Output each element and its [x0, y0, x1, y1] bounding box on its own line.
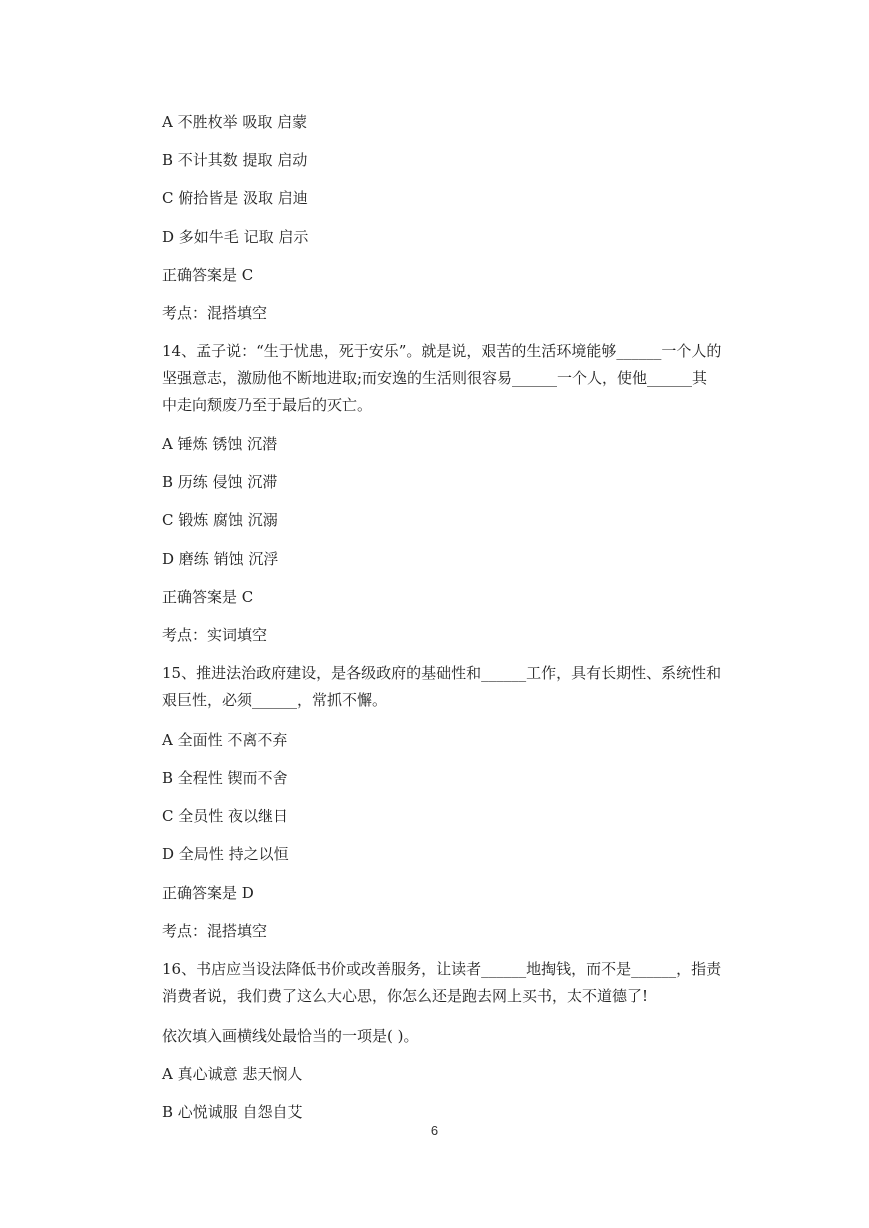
page-number: 6 [430, 1123, 439, 1138]
answer-q15: 正确答案是 D [162, 884, 254, 902]
option-c-q14: C 锻炼 腐蚀 沉溺 [162, 511, 278, 529]
topic-q14: 考点：实词填空 [162, 626, 268, 644]
option-c-q15: C 全员性 夜以继日 [162, 807, 289, 825]
question-15: 15、推进法治政府建设，是各级政府的基础性和______工作，具有长期性、系统性和艰巨性，必须______，常抓不懈。 [162, 664, 722, 709]
option-d-q14: D 磨练 销蚀 沉浮 [162, 550, 279, 568]
option-a-q13: A 不胜枚举 吸取 启蒙 [162, 113, 308, 131]
option-c-q13: C 俯拾皆是 汲取 启迪 [162, 189, 308, 207]
option-b-q16: B 心悦诚服 自怨自艾 [162, 1103, 303, 1121]
option-b-q14: B 历练 侵蚀 沉滞 [162, 473, 278, 491]
option-d-q15: D 全局性 持之以恒 [162, 845, 289, 863]
answer-q14: 正确答案是 C [162, 588, 254, 606]
question-14: 14、孟子说：“生于忧患，死于安乐”。就是说，艰苦的生活环境能够______一个人的坚强意志，激励他不断地进取;而安逸的生活则很容易______一个人，使他______其中走向颓废乃至于最后的灭亡。 [162, 342, 722, 414]
option-a-q16: A 真心诚意 悲天悯人 [162, 1065, 303, 1083]
topic-q13: 考点：混搭填空 [162, 304, 268, 322]
option-b-q15: B 全程性 锲而不舍 [162, 769, 288, 787]
option-b-q13: B 不计其数 提取 启动 [162, 151, 308, 169]
question-16-instruction: 依次填入画横线处最恰当的一项是( )。 [162, 1027, 419, 1045]
question-16: 16、书店应当设法降低书价或改善服务，让读者______地掏钱，而不是______，指责消费者说，我们费了这么大心思，你怎么还是跑去网上买书，太不道德了! [162, 960, 722, 1005]
option-d-q13: D 多如牛毛 记取 启示 [162, 228, 309, 246]
answer-q13: 正确答案是 C [162, 266, 254, 284]
option-a-q15: A 全面性 不离不弃 [162, 731, 288, 749]
option-a-q14: A 锤炼 锈蚀 沉潜 [162, 435, 278, 453]
topic-q15: 考点：混搭填空 [162, 922, 268, 940]
